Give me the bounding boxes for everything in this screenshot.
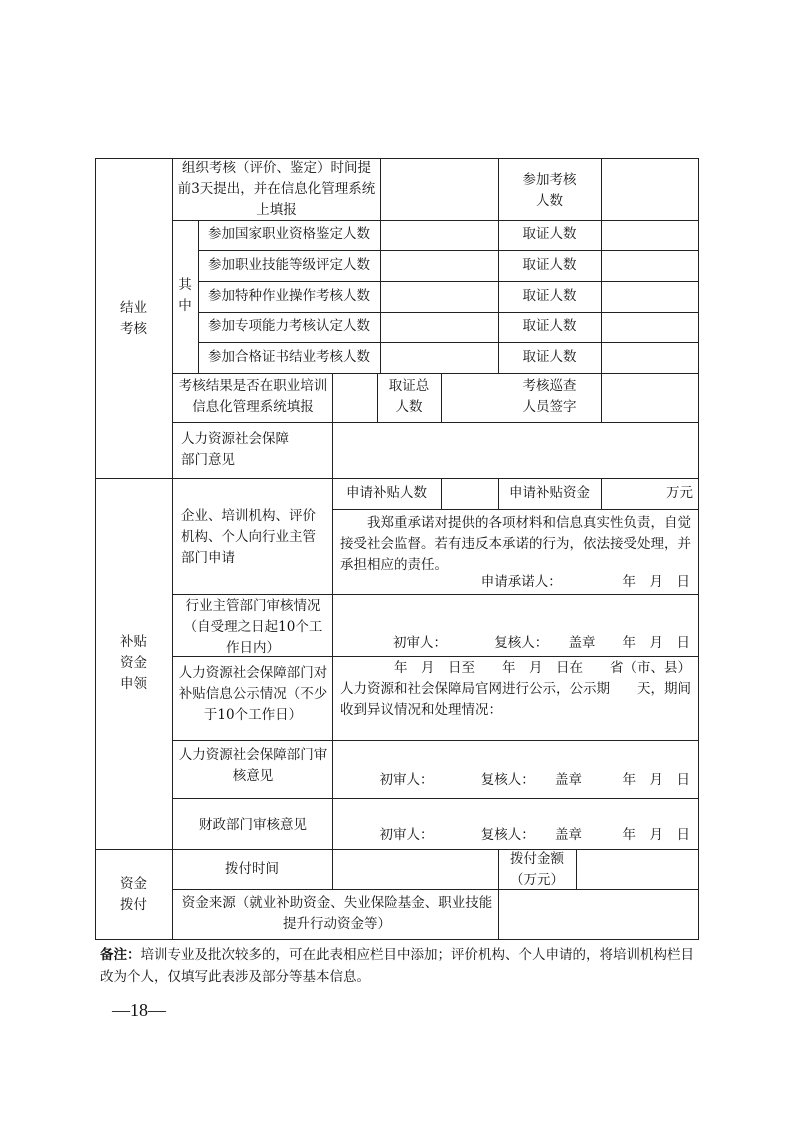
exam-row-cert-label: 取证人数: [522, 318, 577, 334]
apply-amount-label: 申请补贴资金: [509, 485, 590, 501]
industry-review-label: 行业主管部门审核情况（自受理之日起10个工作日内）: [183, 598, 323, 656]
exam-row-label: 参加专项能力考核认定人数: [208, 318, 370, 334]
amount-unit-label: 万元: [666, 485, 693, 501]
remark-note: [100, 944, 700, 988]
qizhong-label: 其 中: [178, 277, 192, 314]
finance-review-label: 财政部门审核意见: [199, 817, 307, 833]
industry-sign-line: 初审人： 复核人： 盖章 年 月 日: [393, 635, 690, 651]
exam-row-label: 参加国家职业资格鉴定人数: [208, 226, 370, 242]
pay-time-label: 拨付时间: [225, 861, 279, 877]
organize-time-label: 组织考核（评价、鉴定）时间提前3天提出，并在信息化管理系统上填报: [177, 160, 376, 218]
exam-row-label: 参加职业技能等级评定人数: [208, 257, 370, 273]
section-label-exam: 结业 考核: [120, 300, 147, 337]
apply-count-label: 申请补贴人数: [346, 485, 427, 501]
hr-review-label: 人力资源社会保障部门审核意见: [178, 747, 328, 784]
system-filled-label: 考核结果是否在职业培训信息化管理系统填报: [178, 378, 328, 415]
pay-amount-label: 拨付金额 （万元）: [510, 851, 564, 888]
participants-label: 参加考核 人数: [522, 172, 577, 209]
finance-sign-line: 初审人： 复核人： 盖章 年 月 日: [379, 827, 690, 843]
application-form-table: [95, 158, 699, 940]
page-number: —18—: [112, 1000, 166, 1020]
section-label-subsidy: 补贴 资金 申领: [120, 634, 147, 692]
exam-row-cert-label: 取证人数: [522, 349, 577, 365]
section-label-fund: 资金 拨付: [120, 876, 147, 913]
total-cert-label: 取证总 人数: [388, 378, 430, 415]
remark-label: 备注：: [100, 947, 141, 963]
promise-sign-line: 申请承诺人： 年 月 日: [480, 574, 690, 590]
publicity-text: 年 月 日至 年 月 日在 省（市、县）人力资源和社会保障局官网进行公示，公示期 天，期间收到异议情况和处理情况：: [340, 660, 691, 718]
exam-row-cert-label: 取证人数: [522, 257, 577, 273]
remark-text: 培训专业及批次较多的，可在此表相应栏目中添加；评价机构、个人申请的，将培训机构栏目改为个人，仅填写此表涉及部分等基本信息。: [100, 947, 694, 985]
promise-text: 我郑重承诺对提供的各项材料和信息真实性负责，自觉接受社会监督。若有违反本承诺的行为，依法接受处理，并承担相应的责任。: [340, 515, 691, 573]
exam-row-label: 参加合格证书结业考核人数: [208, 349, 370, 365]
exam-row-cert-label: 取证人数: [522, 288, 577, 304]
publicity-label: 人力资源社会保障部门对补贴信息公示情况（不少于10个工作日）: [178, 665, 328, 723]
inspector-sign-label: 考核巡查 人员签字: [522, 378, 577, 415]
exam-row-cert-label: 取证人数: [522, 226, 577, 242]
hr-opinion-label: 人力资源社会保障 部门意见: [181, 431, 289, 468]
applicant-label: 企业、培训机构、评价机构、个人向行业主管部门申请: [181, 508, 316, 566]
hr-sign-line: 初审人： 复核人： 盖章 年 月 日: [379, 772, 690, 788]
exam-row-label: 参加特种作业操作考核人数: [208, 288, 370, 304]
fund-source-label: 资金来源（就业补助资金、失业保险基金、职业技能提升行动资金等）: [181, 895, 493, 932]
